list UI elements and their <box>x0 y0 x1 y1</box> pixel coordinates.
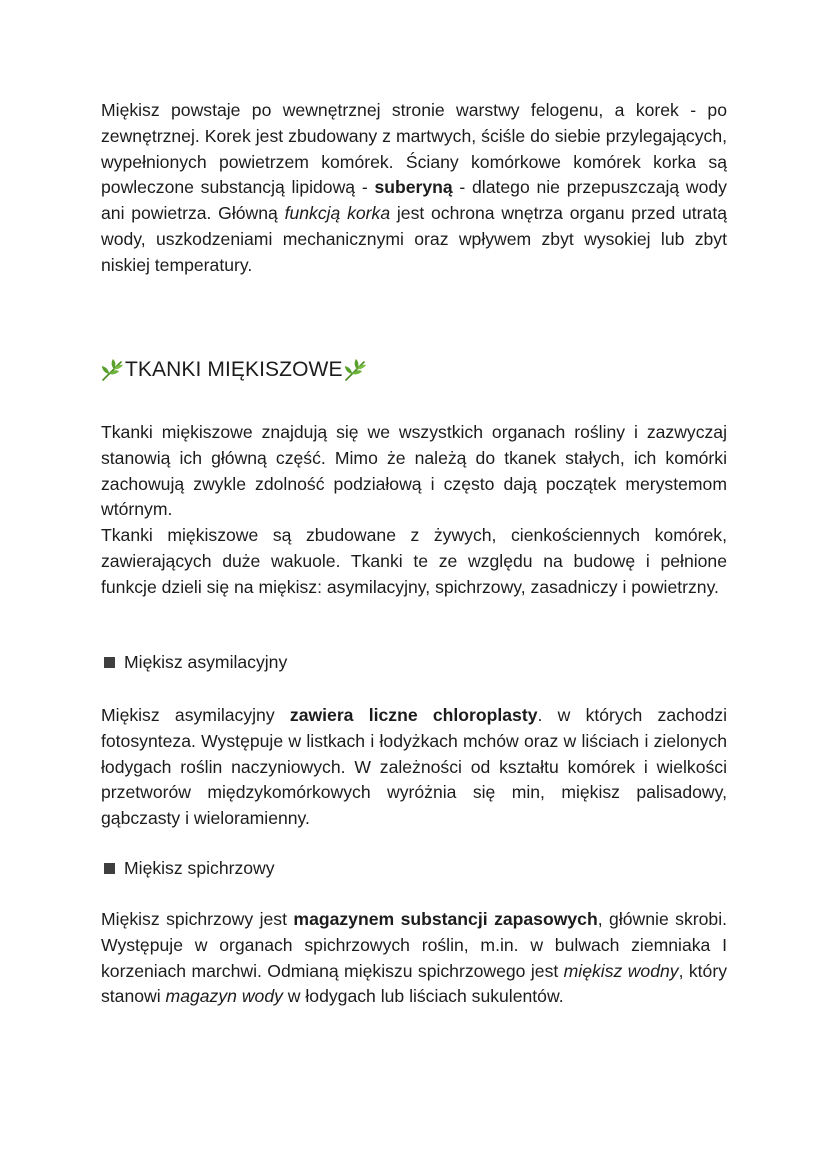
text-span: , który stanowi <box>101 960 727 1007</box>
italic-term-funkcja-korka: funkcją korka <box>284 203 391 224</box>
paragraph-intro-1: Tkanki miękiszowe znajdują się we wszystkich organach rośliny i zazwyczaj stanowią ich główną część. Mimo że należą do tkanek stałych, ich komórki zachowują zwykle zdolność podziałową i często dają początek merystemom wtórnym. <box>101 422 727 520</box>
paragraph-storage <box>101 907 727 1010</box>
text-span: Miękisz asymilacyjny <box>101 705 290 725</box>
herb-leaf-icon <box>343 358 368 382</box>
paragraph-assimilation <box>101 703 727 832</box>
text-span: Miękisz spichrzowy jest <box>101 909 294 929</box>
subsection-title: Miękisz asymilacyjny <box>124 652 288 672</box>
text-span: - dlatego nie przepuszczają wody ani powietrza. Główną <box>101 177 727 224</box>
paragraph-cork <box>101 98 727 279</box>
text-span: . w których zachodzi fotosynteza. Występuje w listkach i łodyżkach mchów oraz w liściach i zielonych łodygach roślin naczyniowych. W zależności od kształtu komórek i wielkości przetworów międzykomórkowych wyróżnia się min, miękisz palisadowy, gąbczasty i wieloramienny. <box>101 705 727 829</box>
bold-term-chloroplasty: zawiera liczne chloroplasty <box>289 705 538 725</box>
section-heading <box>100 356 368 384</box>
text-span: Miękisz powstaje po wewnętrznej stronie warstwy felogenu, a korek - po zewnętrznej. Korek jest zbudowany z martwych, ściśle do siebie przylegających, wypełnionych powietrzem komórek. Ściany komórkowe komórek korka są powleczone substancją lipidową - <box>101 100 727 198</box>
italic-term-miekisz-wodny: miękisz wodny <box>563 960 679 981</box>
bold-term-suberyna: suberyną <box>374 177 453 198</box>
bold-term-magazyn-substancji: magazynem substancji zapasowych <box>293 909 598 929</box>
italic-term-magazyn-wody: magazyn wody <box>165 986 283 1007</box>
paragraph-intro-2: Tkanki miękiszowe są zbudowane z żywych, cienkościennych komórek, zawierających duże wakuole. Tkanki te ze względu na budowę i pełnione funkcje dzieli się na miękisz: asymilacyjny, spichrzowy, zasadniczy i powietrzny. <box>101 525 727 597</box>
text-span: w łodygach lub liściach sukulentów. <box>282 986 564 1007</box>
subsection-heading-storage <box>104 856 275 880</box>
black-square-icon <box>104 863 115 874</box>
text-span: jest ochrona wnętrza organu przed utratą wody, uszkodzeniami mechanicznymi oraz wpływem zbyt wysokiej lub zbyt niskiej temperatury. <box>101 203 728 275</box>
black-square-icon <box>104 657 115 668</box>
subsection-heading-assimilation <box>104 650 287 674</box>
section-heading-text: TKANKI MIĘKISZOWE <box>125 358 343 381</box>
text-span: , głównie skrobi. Występuje w organach spichrzowych roślin, m.in. w bulwach ziemniaka I korzeniach marchwi. Odmianą miękiszu spichrzowego jest <box>101 909 727 981</box>
subsection-title: Miękisz spichrzowy <box>124 858 275 878</box>
herb-leaf-icon <box>100 358 125 382</box>
